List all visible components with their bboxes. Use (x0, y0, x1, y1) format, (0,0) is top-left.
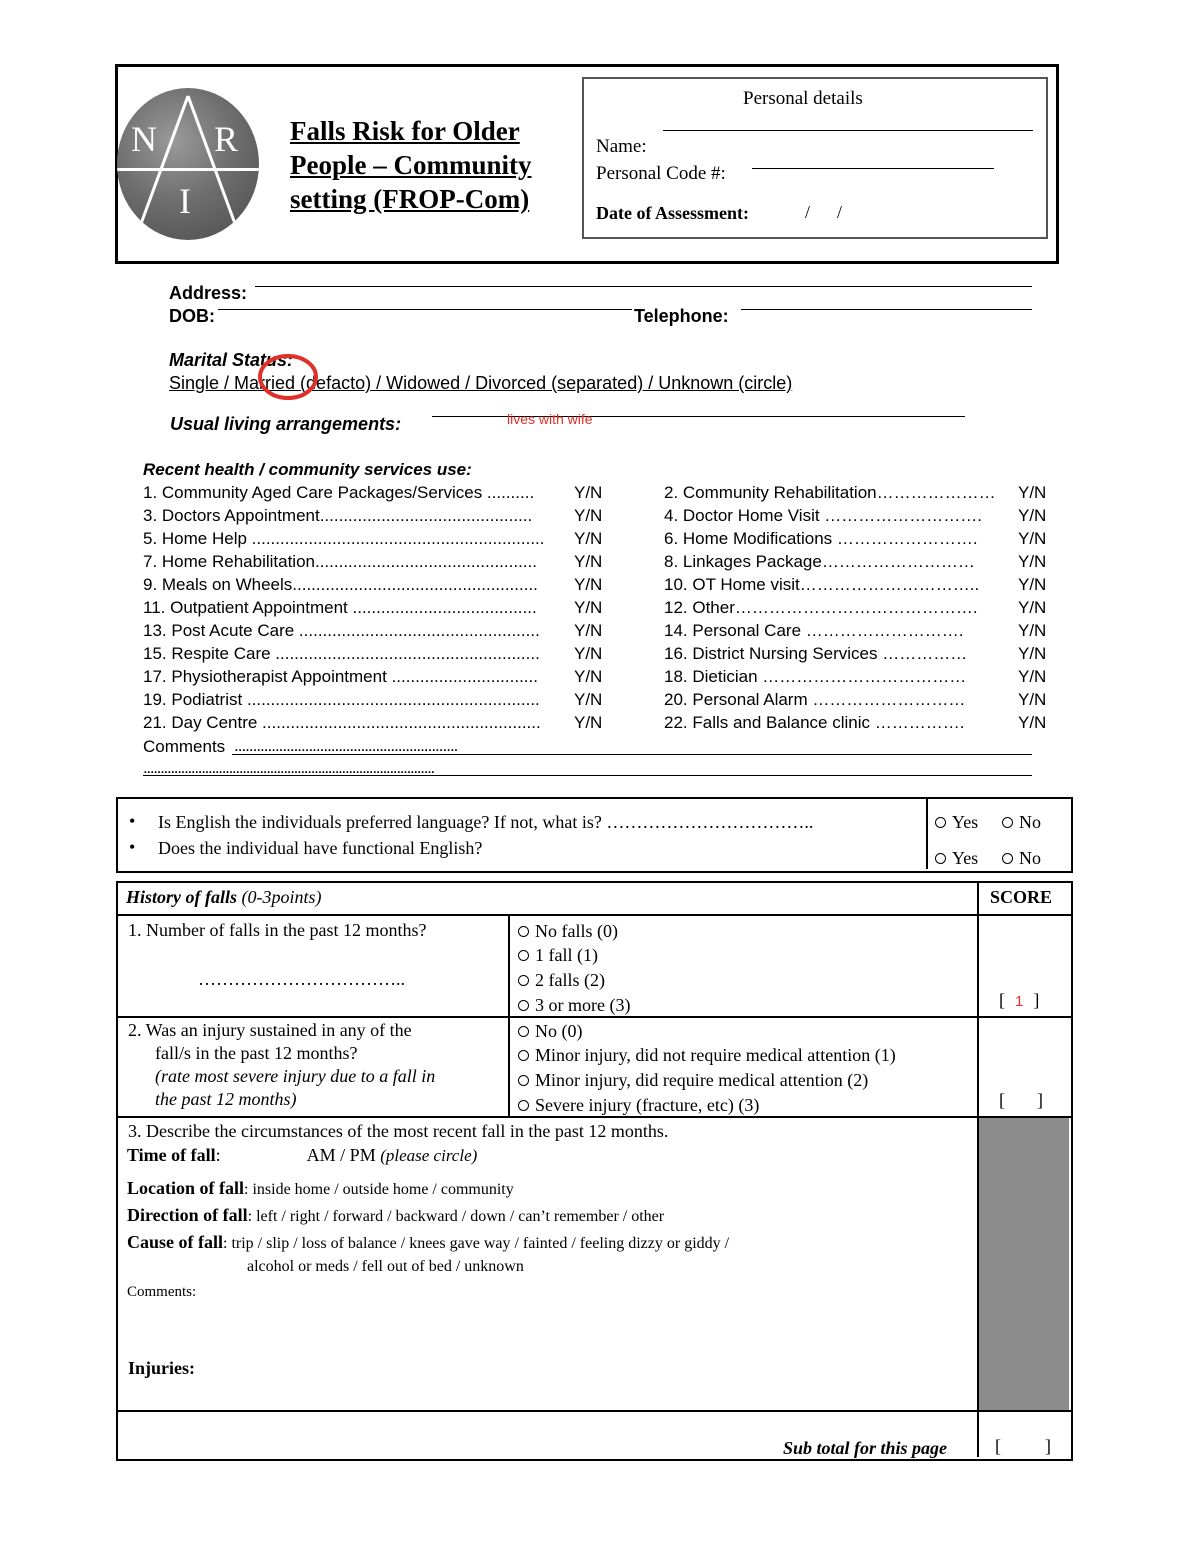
option-label: 3 or more (3) (535, 995, 631, 1015)
language-question-2: Does the individual have functional English? (158, 838, 483, 858)
bracket-close: ] (1045, 1436, 1051, 1456)
service-item: 7. Home Rehabilitation............................................... (143, 552, 537, 571)
service-item: 9. Meals on Wheels.................................................... (143, 575, 538, 594)
yes-label: Yes (952, 848, 979, 868)
comments-field-line-2[interactable] (143, 775, 1032, 776)
q2-yes-radio[interactable] (935, 848, 978, 869)
option-label: No falls (0) (535, 921, 618, 941)
logo-letter-r: R (214, 119, 239, 159)
time-of-fall-row[interactable]: Time of fall: AM / PM (please circle) (127, 1145, 478, 1165)
bracket-close: ] (1037, 1090, 1043, 1110)
q1-dots: …………………………….. (198, 969, 405, 989)
q1-option-radio[interactable] (518, 995, 630, 1016)
q1-no-radio[interactable] (1002, 812, 1041, 833)
service-item: 8. Linkages Package……………………… (664, 552, 975, 571)
radio-icon (935, 853, 946, 864)
title-line-1: Falls Risk for Older (290, 116, 520, 146)
score-header: SCORE (990, 887, 1053, 907)
q2-text-line-2: fall/s in the past 12 months? (155, 1043, 358, 1063)
service-item: 3. Doctors Appointment............................................. (143, 506, 533, 525)
no-label: No (1019, 848, 1041, 868)
service-item: 12. Other……………………………………. (664, 598, 978, 617)
yn-toggle[interactable]: Y/N (574, 529, 603, 548)
cause-of-fall-label: Cause of fall (127, 1232, 223, 1252)
date-field[interactable]: / / (805, 202, 843, 222)
service-item: 11. Outpatient Appointment ....................................... (143, 598, 537, 617)
yes-label: Yes (952, 812, 979, 832)
comments-dots: ............................................................ (234, 736, 458, 755)
bracket-open: [ (995, 1436, 1001, 1456)
language-question-1: Is English the individuals preferred language? If not, what is? …………………………….. (158, 812, 814, 832)
service-item: 2. Community Rehabilitation………………… (664, 483, 996, 502)
service-item: 19. Podiatrist .............................................................. (143, 690, 540, 709)
service-item: 17. Physiotherapist Appointment ............................... (143, 667, 538, 686)
address-label: Address: (169, 283, 248, 303)
title-line-2: People – Community (290, 150, 532, 180)
yn-toggle[interactable]: Y/N (574, 552, 603, 571)
language-divider (926, 799, 928, 869)
falls-header (126, 887, 322, 908)
radio-icon (518, 1100, 529, 1111)
telephone-label: Telephone: (634, 306, 729, 326)
telephone-field[interactable] (741, 309, 1032, 310)
service-item: 5. Home Help .............................................................. (143, 529, 545, 548)
name-label: Name: (596, 136, 647, 157)
personal-code-field[interactable] (752, 168, 994, 169)
name-field[interactable] (663, 130, 1033, 131)
option-label: 1 fall (1) (535, 945, 598, 965)
marital-status-label: Marital Status: (169, 350, 294, 370)
q2-text-line-1: 2. Was an injury sustained in any of the (128, 1020, 412, 1040)
nari-logo (117, 88, 259, 240)
form-title (290, 114, 570, 216)
cause-of-fall-options: : trip / slip / loss of balance / knees gave way / fainted / feeling dizzy or giddy / (223, 1235, 730, 1252)
radio-icon (935, 817, 946, 828)
option-label: Severe injury (fracture, etc) (3) (535, 1095, 760, 1115)
falls-header-points: (0-3points) (237, 887, 322, 907)
service-item: 4. Doctor Home Visit ………………………. (664, 506, 983, 525)
subtotal-label: Sub total for this page (783, 1438, 948, 1458)
no-label: No (1019, 812, 1041, 832)
q1-option-radio[interactable] (518, 921, 618, 942)
logo-letter-n: N (131, 119, 157, 159)
service-item: 13. Post Acute Care ................................................... (143, 621, 540, 640)
bullet-icon: • (129, 811, 136, 831)
time-of-fall-label: Time of fall (127, 1145, 216, 1165)
yn-toggle[interactable]: Y/N (1018, 644, 1047, 663)
q2-option-radio[interactable] (518, 1070, 868, 1091)
radio-icon (1002, 853, 1013, 864)
service-item: 22. Falls and Balance clinic ……………. (664, 713, 965, 732)
yn-toggle[interactable]: Y/N (574, 621, 603, 640)
radio-icon (1002, 817, 1013, 828)
radio-icon (518, 1000, 529, 1011)
direction-of-fall-row[interactable] (127, 1205, 664, 1226)
option-label: No (0) (535, 1021, 583, 1041)
logo-letter-i: I (179, 181, 191, 221)
yn-toggle[interactable]: Y/N (574, 506, 603, 525)
living-arrangements-label: Usual living arrangements: (170, 414, 402, 434)
bracket-open: [ (999, 1090, 1005, 1110)
dob-label: DOB: (169, 306, 215, 326)
service-item: 21. Day Centre ........................................................... (143, 713, 541, 732)
yn-toggle[interactable]: Y/N (1018, 690, 1047, 709)
personal-details-heading: Personal details (743, 88, 863, 109)
yn-toggle[interactable]: Y/N (1018, 575, 1047, 594)
header-row-divider (116, 914, 1071, 916)
q1-text: 1. Number of falls in the past 12 months? (128, 920, 427, 940)
yn-toggle[interactable]: Y/N (574, 483, 603, 502)
yn-toggle[interactable]: Y/N (1018, 621, 1047, 640)
service-item: 6. Home Modifications ……………………. (664, 529, 978, 548)
q2-option-radio[interactable] (518, 1095, 759, 1116)
q1-option-radio[interactable] (518, 945, 598, 966)
question-options-divider (508, 916, 510, 1116)
option-label: 2 falls (2) (535, 970, 605, 990)
yn-toggle[interactable]: Y/N (1018, 483, 1047, 502)
bracket-open: [ (999, 990, 1005, 1010)
service-item: 18. Dietician ……………………………… (664, 667, 967, 686)
personal-code-label: Personal Code #: (596, 163, 726, 184)
marital-status-options[interactable]: Single / Married (defacto) / Widowed / Divorced (separated) / Unknown (circle) (169, 373, 793, 393)
q3-text: 3. Describe the circumstances of the most recent fall in the past 12 months. (128, 1121, 669, 1141)
q2-no-radio[interactable] (1002, 848, 1041, 869)
bullet-icon: • (129, 837, 136, 857)
married-circle-annotation (255, 352, 323, 404)
service-item: 10. OT Home visit………………………….. (664, 575, 980, 594)
dob-field[interactable] (218, 309, 632, 310)
q2-italic-line-1: (rate most severe injury due to a fall in (155, 1066, 436, 1086)
comments-dots-2: ..................................................................................... (143, 758, 434, 777)
location-of-fall-options: : inside home / outside home / community (244, 1181, 514, 1198)
service-item: 14. Personal Care ………………………. (664, 621, 964, 640)
q1-score-field[interactable] (999, 990, 1039, 1011)
language-table (116, 797, 1073, 873)
row-divider (116, 1410, 1071, 1412)
subtotal-score-field[interactable] (995, 1436, 1051, 1457)
direction-of-fall-label: Direction of fall (127, 1205, 248, 1225)
service-item: 20. Personal Alarm ……………………… (664, 690, 966, 709)
row-divider (116, 1116, 1071, 1118)
logo-band (117, 168, 259, 171)
yn-toggle[interactable]: Y/N (1018, 713, 1047, 732)
option-label: Minor injury, did require medical attention (2) (535, 1070, 869, 1090)
yn-toggle[interactable]: Y/N (574, 598, 603, 617)
service-item: 15. Respite Care ........................................................ (143, 644, 540, 663)
yn-toggle[interactable]: Y/N (1018, 552, 1047, 571)
row-divider (116, 1016, 1071, 1018)
q2-italic-line-2: the past 12 months) (155, 1089, 297, 1109)
location-of-fall-label: Location of fall (127, 1178, 244, 1198)
q2-option-radio[interactable] (518, 1045, 896, 1066)
radio-icon (518, 926, 529, 937)
q1-yes-radio[interactable] (935, 812, 978, 833)
option-label: Minor injury, did not require medical attention (1) (535, 1045, 896, 1065)
falls-history-table (116, 881, 1073, 1461)
yn-toggle[interactable]: Y/N (1018, 667, 1047, 686)
radio-icon (518, 975, 529, 986)
time-of-fall-hint: (please circle) (380, 1146, 478, 1165)
q2-option-radio[interactable] (518, 1021, 583, 1042)
date-of-assessment-label: Date of Assessment: (596, 203, 749, 223)
yn-toggle[interactable]: Y/N (1018, 598, 1047, 617)
shaded-score-cell (979, 1118, 1069, 1411)
radio-icon (518, 1050, 529, 1061)
score-column-divider (977, 883, 979, 1457)
direction-of-fall-options: : left / right / forward / backward / down / can’t remember / other (247, 1208, 665, 1225)
q1-score-value: 1 (1015, 993, 1024, 1010)
bracket-close: ] (1033, 990, 1040, 1010)
q1-option-radio[interactable] (518, 970, 605, 991)
address-field[interactable] (255, 286, 1032, 287)
yn-toggle[interactable]: Y/N (574, 644, 603, 663)
yn-toggle[interactable]: Y/N (1018, 506, 1047, 525)
living-arrangements-value: lives with wife (507, 411, 593, 427)
time-of-fall-value: AM / PM (306, 1145, 381, 1165)
q2-score-field[interactable] (999, 1090, 1043, 1111)
yn-toggle[interactable]: Y/N (574, 713, 603, 732)
radio-icon (518, 1075, 529, 1086)
comments-field-line-1[interactable] (232, 754, 1032, 755)
service-item: 1. Community Aged Care Packages/Services .......... (143, 483, 535, 502)
yn-toggle[interactable]: Y/N (574, 575, 603, 594)
yn-toggle[interactable]: Y/N (574, 667, 603, 686)
comments-label: Comments (143, 737, 226, 756)
yn-toggle[interactable]: Y/N (574, 690, 603, 709)
cause-of-fall-options-2[interactable]: alcohol or meds / fell out of bed / unknown (247, 1258, 524, 1275)
service-item: 16. District Nursing Services …………… (664, 644, 968, 663)
services-heading: Recent health / community services use: (143, 460, 472, 479)
radio-icon (518, 950, 529, 961)
falls-header-title: History of falls (126, 887, 237, 907)
injuries-label: Injuries: (128, 1358, 195, 1378)
yn-toggle[interactable]: Y/N (1018, 529, 1047, 548)
cause-of-fall-row[interactable] (127, 1232, 729, 1253)
title-line-3: setting (FROP-Com) (290, 184, 530, 214)
location-of-fall-row[interactable] (127, 1178, 514, 1199)
radio-icon (518, 1026, 529, 1037)
q3-comments-label: Comments: (127, 1284, 197, 1300)
